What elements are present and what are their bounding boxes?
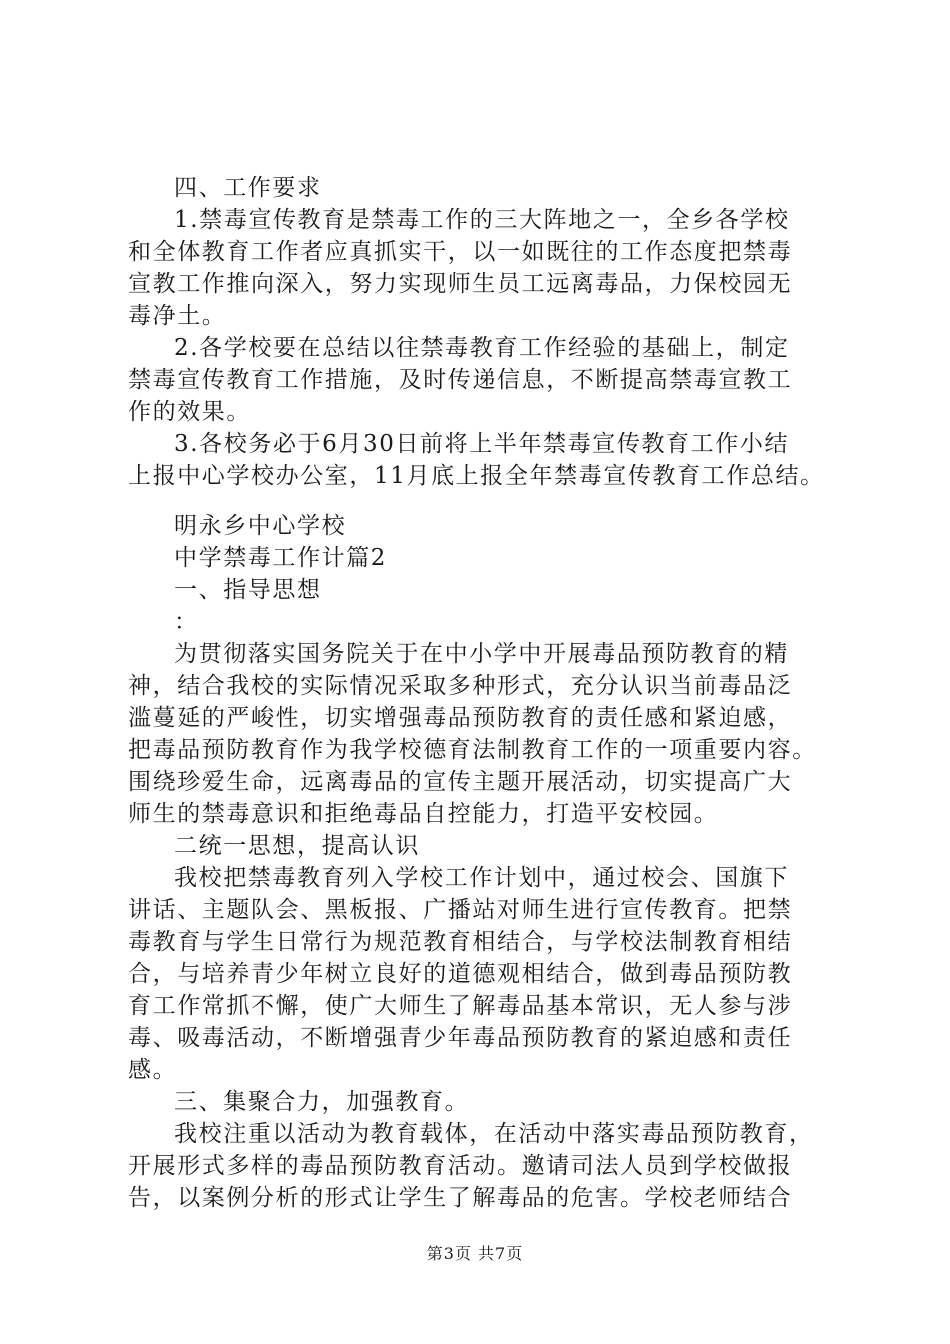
text-line: 2.各学校要在总结以往禁毒教育工作经验的基础上，制定 — [174, 335, 790, 361]
text-line: 明永乡中心学校 — [174, 513, 347, 539]
text-line: 合，与培养青少年树立良好的道德观相结合，做到毒品预防教 — [128, 961, 793, 987]
text-line: 育工作常抓不懈，使广大师生了解毒品基本常识，无人参与涉 — [128, 993, 793, 1019]
text-line: 感。 — [128, 1057, 178, 1083]
text-line: 中学禁毒工作计篇2 — [174, 545, 388, 571]
text-line: 上报中心学校办公室，11月底上报全年禁毒宣传教育工作总结。 — [128, 463, 825, 489]
text-line: 二统一思想，提高认识 — [174, 833, 420, 859]
text-line: 毒、吸毒活动，不断增强青少年毒品预防教育的紧迫感和责任 — [128, 1025, 793, 1051]
text-line: 1.禁毒宣传教育是禁毒工作的三大阵地之一，全乡各学校 — [174, 207, 790, 233]
text-line: 围绕珍爱生命，远离毒品的宣传主题开展活动，切实提高广大 — [128, 769, 793, 795]
text-line: 四、工作要求 — [174, 175, 322, 201]
page-footer: 第3页 共7页 — [426, 1244, 524, 1263]
text-line: 为贯彻落实国务院关于在中小学中开展毒品预防教育的精 — [174, 641, 789, 667]
text-line: 禁毒宣传教育工作措施，及时传递信息，不断提高禁毒宣教工 — [128, 367, 793, 393]
text-line: 一、指导思想 — [174, 577, 322, 603]
text-line: 开展形式多样的毒品预防教育活动。邀请司法人员到学校做报 — [128, 1153, 793, 1179]
text-line: 和全体教育工作者应真抓实干，以一如既往的工作态度把禁毒 — [128, 239, 793, 265]
text-line: 神，结合我校的实际情况采取多种形式，充分认识当前毒品泛 — [128, 673, 793, 699]
text-line: 告，以案例分析的形式让学生了解毒品的危害。学校老师结合 — [128, 1185, 793, 1211]
text-line: 毒净土。 — [128, 303, 227, 329]
text-line: 把毒品预防教育作为我学校德育法制教育工作的一项重要内容。 — [128, 737, 817, 763]
text-line: 宣教工作推向深入，努力实现师生员工远离毒品，力保校园无 — [128, 271, 793, 297]
section-work-requirements — [128, 172, 840, 492]
text-line: 讲话、主题队会、黑板报、广播站对师生进行宣传教育。把禁 — [128, 897, 793, 923]
text-line: 3.各校务必于6月30日前将上半年禁毒宣传教育工作小结 — [174, 431, 790, 457]
document-body — [128, 172, 840, 1214]
text-line: 三、集聚合力，加强教育。 — [174, 1089, 470, 1115]
text-line: 作的效果。 — [128, 399, 251, 425]
text-line: 滥蔓延的严峻性，切实增强毒品预防教育的责任感和紧迫感， — [128, 705, 793, 731]
text-line: 师生的禁毒意识和拒绝毒品自控能力，打造平安校园。 — [128, 801, 719, 827]
text-line: ： — [174, 609, 199, 635]
section-gap — [128, 492, 840, 510]
text-line: 毒教育与学生日常行为规范教育相结合，与学校法制教育相结 — [128, 929, 793, 955]
text-line: 我校把禁毒教育列入学校工作计划中，通过校会、国旗下 — [174, 865, 789, 891]
section-plan-2 — [128, 510, 840, 1214]
text-line: 我校注重以活动为教育载体，在活动中落实毒品预防教育， — [174, 1121, 814, 1147]
